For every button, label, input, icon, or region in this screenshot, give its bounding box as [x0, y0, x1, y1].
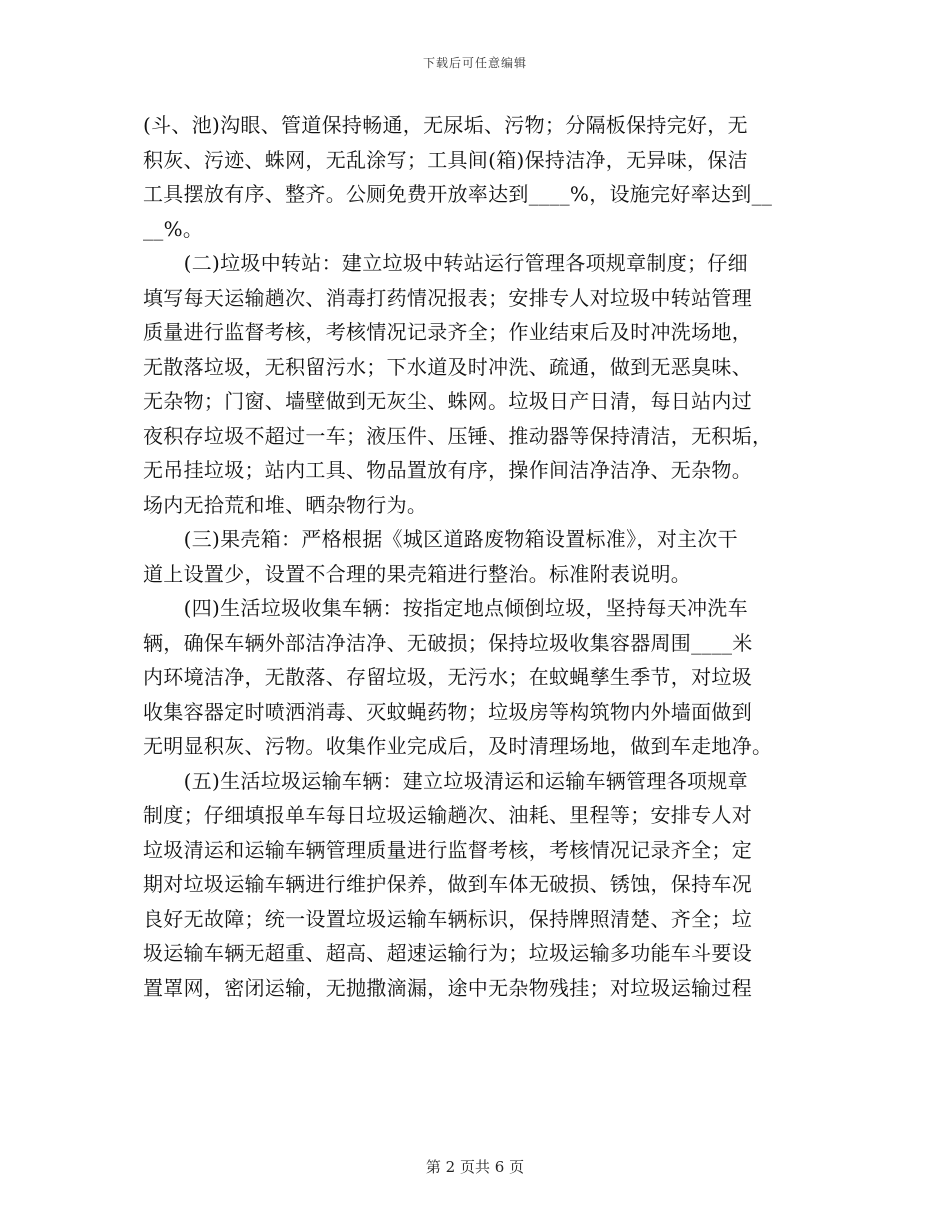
body-line: 无杂物；门窗、墙壁做到无灰尘、蛛网。垃圾日产日清，每日站内过 — [143, 389, 752, 413]
body-line: 质量进行监督考核，考核情况记录齐全；作业结束后及时冲洗场地， — [143, 320, 752, 344]
body-line: (三)果壳箱：严格根据《城区道路废物箱设置标准》，对主次干 — [143, 527, 738, 551]
body-line: (斗、池)沟眼、管道保持畅通，无尿垢、污物；分隔板保持完好，无 — [143, 113, 748, 137]
body-line: 制度；仔细填报单车每日垃圾运输趟次、油耗、里程等；安排专人对 — [143, 803, 752, 827]
body-line: 垃圾清运和运输车辆管理质量进行监督考核，考核情况记录齐全；定 — [143, 837, 752, 862]
body-line: 积灰、污迹、蛛网，无乱涂写；工具间(箱)保持洁净，无异味，保洁 — [143, 147, 748, 172]
body-line: (五)生活垃圾运输车辆：建立垃圾清运和运输车辆管理各项规章 — [143, 768, 748, 793]
body-line: 填写每天运输趟次、消毒打药情况报表；安排专人对垃圾中转站管理 — [143, 285, 752, 310]
body-line: 无明显积灰、污物。收集作业完成后，及时清理场地，做到车走地净。 — [143, 734, 773, 758]
page-footer: 第 2 页共 6 页 — [425, 1158, 525, 1176]
body-line: 无散落垃圾，无积留污水；下水道及时冲洗、疏通，做到无恶臭味、 — [143, 354, 752, 379]
document-body — [143, 108, 803, 1005]
body-line: 道上设置少，设置不合理的果壳箱进行整治。标准附表说明。 — [143, 561, 692, 586]
body-line: (二)垃圾中转站：建立垃圾中转站运行管理各项规章制度；仔细 — [143, 251, 748, 275]
body-line: 期对垃圾运输车辆进行维护保养，做到车体无破损、锈蚀，保持车况 — [143, 872, 752, 896]
body-line: 辆，确保车辆外部洁净洁净、无破损；保持垃圾收集容器周围____米 — [143, 630, 753, 655]
body-line: 场内无拾荒和堆、晒杂物行为。 — [143, 492, 428, 517]
body-line: 圾运输车辆无超重、超高、超速运输行为；垃圾运输多功能车斗要设 — [143, 941, 752, 965]
body-line: 无吊挂垃圾；站内工具、物品置放有序，操作间洁净洁净、无杂物。 — [143, 458, 752, 482]
body-line: 置罩网，密闭运输，无抛撒滴漏，途中无杂物残挂；对垃圾运输过程 — [143, 975, 752, 1000]
body-line: 工具摆放有序、整齐。公厕免费开放率达到____%，设施完好率达到__ — [143, 182, 773, 206]
body-line: __%。 — [143, 216, 204, 241]
page-header: 下载后可任意编辑 — [422, 56, 527, 70]
body-line: 内环境洁净，无散落、存留垃圾，无污水；在蚊蝇孳生季节，对垃圾 — [143, 665, 752, 689]
body-line: 夜积存垃圾不超过一车；液压件、压锤、推动器等保持清洁，无积垢， — [143, 423, 773, 448]
body-line: 良好无故障；统一设置垃圾运输车辆标识，保持牌照清楚、齐全；垃 — [143, 906, 752, 931]
body-line: (四)生活垃圾收集车辆：按指定地点倾倒垃圾，坚持每天冲洗车 — [143, 596, 748, 620]
body-line: 收集容器定时喷洒消毒、灭蚊蝇药物；垃圾房等构筑物内外墙面做到 — [143, 699, 752, 724]
